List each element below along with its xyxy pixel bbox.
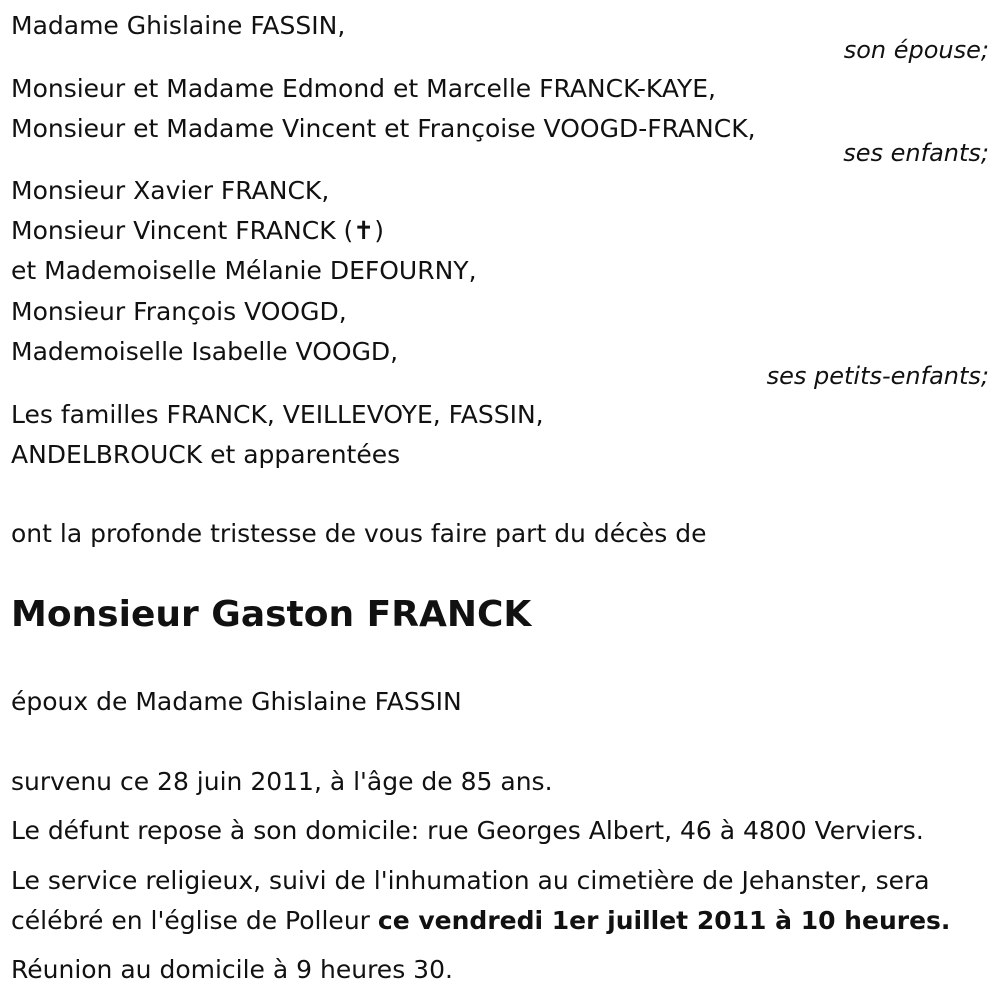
- service-details-line1: Le service religieux, suivi de l'inhumation au cimetière de Jehanster, sera: [11, 866, 930, 895]
- announcement-text: ont la profonde tristesse de vous faire part du décès de: [11, 519, 707, 548]
- child-name: Monsieur et Madame Vincent et Françoise VOOGD-FRANCK,: [11, 114, 756, 143]
- child-name: Monsieur et Madame Edmond et Marcelle FRANCK-KAYE,: [11, 74, 717, 103]
- repose-details: Le défunt repose à son domicile: rue Georges Albert, 46 à 4800 Verviers.: [11, 816, 924, 845]
- spouse-role: son épouse;: [843, 36, 989, 64]
- grandchild-name: et Mademoiselle Mélanie DEFOURNY,: [11, 256, 477, 285]
- grandchild-name: Monsieur Xavier FRANCK,: [11, 176, 330, 205]
- service-date-text: ce vendredi 1er juillet 2011 à 10 heures.: [377, 906, 951, 935]
- children-role: ses enfants;: [843, 139, 989, 167]
- death-details: survenu ce 28 juin 2011, à l'âge de 85 ans.: [11, 767, 553, 796]
- obituary-notice: [11, 0, 989, 1001]
- grandchild-name: Monsieur François VOOGD,: [11, 297, 347, 326]
- grandchild-name: Mademoiselle Isabelle VOOGD,: [11, 337, 399, 366]
- meeting-details: Réunion au domicile à 9 heures 30.: [11, 955, 453, 984]
- grandchild-name: Monsieur Vincent FRANCK (✝): [11, 216, 384, 245]
- service-details-line2: [11, 906, 950, 936]
- deceased-name: Monsieur Gaston FRANCK: [11, 594, 532, 635]
- grandchildren-role: ses petits-enfants;: [766, 362, 989, 390]
- families-line: ANDELBROUCK et apparentées: [11, 440, 401, 469]
- spouse-name: Madame Ghislaine FASSIN,: [11, 11, 346, 40]
- service-location-text: célébré en l'église de Polleur: [11, 906, 378, 935]
- families-line: Les familles FRANCK, VEILLEVOYE, FASSIN,: [11, 400, 544, 429]
- deceased-relation: époux de Madame Ghislaine FASSIN: [11, 687, 462, 716]
